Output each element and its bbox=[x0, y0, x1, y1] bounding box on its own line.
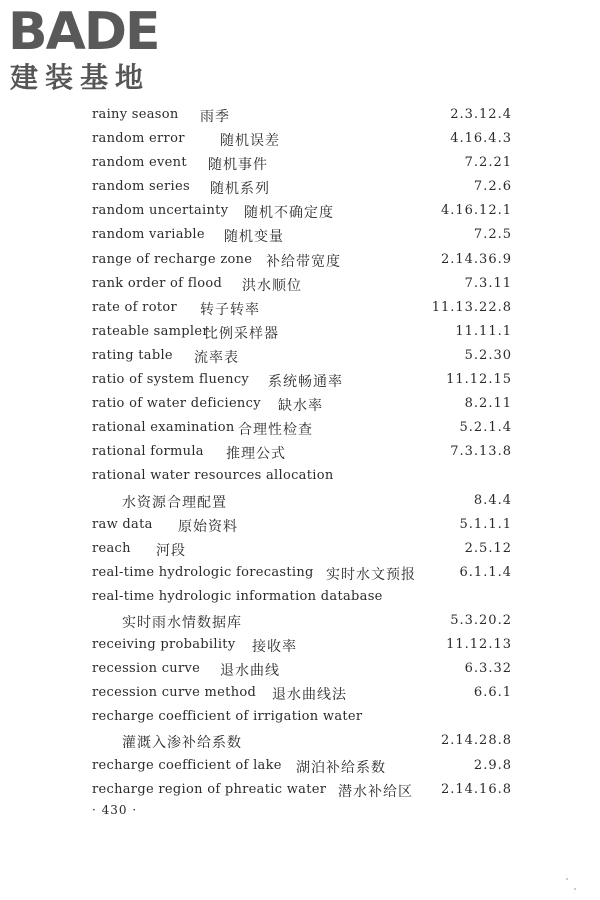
page-number: · 430 · bbox=[92, 803, 138, 817]
entry-english-term: receiving probability bbox=[92, 637, 236, 653]
entry-section-ref: 2.3.12.4 bbox=[450, 107, 512, 122]
entry-chinese-term: 系统畅通率 bbox=[268, 374, 343, 391]
glossary-entry bbox=[92, 465, 512, 489]
entry-section-ref: 11.12.15 bbox=[446, 372, 512, 388]
entry-chinese-term: 推理公式 bbox=[226, 446, 286, 463]
entry-section-ref: 2.9.8 bbox=[473, 757, 512, 773]
entry-chinese-term: 合理性检查 bbox=[238, 422, 313, 439]
entry-section-ref: 6.3.32 bbox=[464, 661, 512, 677]
entry-chinese-term: 退水曲线法 bbox=[272, 687, 347, 704]
entry-english-term: recession curve bbox=[92, 661, 201, 677]
logo-subtitle: 建装基地 bbox=[10, 61, 151, 94]
glossary-entry bbox=[92, 634, 512, 658]
glossary-entry bbox=[92, 128, 512, 152]
entry-chinese-term: 随机事件 bbox=[208, 157, 268, 174]
entry-english-term: recharge region of phreatic water bbox=[92, 781, 327, 797]
glossary-entry bbox=[92, 441, 512, 465]
entry-section-ref: 5.3.20.2 bbox=[450, 612, 512, 628]
entry-chinese-term: 退水曲线 bbox=[220, 663, 280, 680]
entry-english-term: real-time hydrologic information database bbox=[92, 588, 383, 604]
entry-chinese-term: 缺水率 bbox=[278, 398, 323, 415]
entry-section-ref: 2.5.12 bbox=[464, 540, 512, 556]
entry-section-ref: 5.2.30 bbox=[464, 347, 512, 363]
entry-english-term: rateable sampler bbox=[92, 323, 209, 339]
entry-section-ref: 11.11.1 bbox=[455, 323, 512, 339]
glossary-entry bbox=[92, 104, 512, 128]
glossary-entry bbox=[92, 706, 512, 730]
glossary-entry bbox=[92, 658, 512, 682]
entry-section-ref: 4.16.4.3 bbox=[450, 131, 512, 147]
entry-english-term: real-time hydrologic forecasting bbox=[92, 564, 314, 580]
entry-section-ref: 5.2.1.4 bbox=[459, 420, 512, 436]
entry-section-ref: 7.2.6 bbox=[473, 179, 512, 195]
entry-chinese-term: 洪水顺位 bbox=[242, 277, 302, 294]
entry-section-ref: 6.6.1 bbox=[473, 685, 512, 701]
entry-english-term: ratio of system fluency bbox=[92, 372, 250, 388]
entry-chinese-term: 随机误差 bbox=[220, 133, 280, 150]
entry-chinese-term: 随机系列 bbox=[210, 181, 270, 198]
entry-section-ref: 7.3.11 bbox=[464, 275, 512, 291]
entry-chinese-term: 比例采样器 bbox=[204, 325, 279, 342]
entry-chinese-term: 河段 bbox=[156, 542, 186, 559]
glossary-entry bbox=[92, 586, 512, 610]
entry-chinese-term: 接收率 bbox=[252, 639, 297, 656]
entry-english-term: ratio of water deficiency bbox=[92, 396, 261, 412]
entry-section-ref: 5.1.1.1 bbox=[459, 516, 512, 532]
entry-english-term: rating table bbox=[92, 347, 173, 363]
entry-english-term: rational formula bbox=[92, 444, 204, 460]
glossary-entry bbox=[92, 490, 512, 514]
glossary-entry bbox=[92, 610, 512, 634]
glossary-entry bbox=[92, 152, 512, 176]
entry-section-ref: 7.2.5 bbox=[473, 227, 512, 243]
entry-english-term: rational water resources allocation bbox=[92, 468, 334, 484]
entry-chinese-term: 随机变量 bbox=[224, 229, 284, 246]
entry-chinese-term: 转子转率 bbox=[200, 301, 260, 318]
glossary-entry bbox=[92, 321, 512, 345]
glossary-entry bbox=[92, 755, 512, 779]
entry-chinese-term: 随机不确定度 bbox=[244, 205, 334, 222]
entry-section-ref: 11.12.13 bbox=[446, 637, 512, 653]
logo-wordmark: BADE bbox=[8, 2, 159, 62]
glossary-entry bbox=[92, 297, 512, 321]
entry-chinese-term: 水资源合理配置 bbox=[122, 494, 227, 511]
entry-section-ref: 7.3.13.8 bbox=[450, 444, 512, 460]
glossary-entry bbox=[92, 176, 512, 200]
entry-section-ref: 8.4.4 bbox=[473, 492, 512, 508]
entry-english-term: recharge coefficient of lake bbox=[92, 757, 282, 773]
scan-speck bbox=[574, 888, 576, 890]
entry-section-ref: 4.16.12.1 bbox=[440, 203, 512, 219]
entry-chinese-term: 流率表 bbox=[194, 349, 239, 366]
entry-english-term: random uncertainty bbox=[92, 203, 229, 219]
entry-english-term: random variable bbox=[92, 227, 205, 243]
entry-chinese-term: 原始资料 bbox=[178, 518, 238, 535]
entry-chinese-term: 灌溉入渗补给系数 bbox=[122, 735, 242, 752]
entry-chinese-term: 补给带宽度 bbox=[266, 253, 341, 270]
entry-english-term: random error bbox=[92, 131, 185, 147]
entry-section-ref: 11.13.22.8 bbox=[431, 299, 512, 315]
glossary-entry bbox=[92, 730, 512, 754]
glossary-entry bbox=[92, 345, 512, 369]
entry-section-ref: 2.14.16.8 bbox=[440, 781, 512, 797]
entry-english-term: reach bbox=[92, 540, 131, 556]
entry-english-term: random series bbox=[92, 179, 190, 195]
entry-section-ref: 6.1.1.4 bbox=[459, 564, 512, 580]
entry-section-ref: 2.14.36.9 bbox=[440, 251, 512, 267]
entry-english-term: recharge coefficient of irrigation water bbox=[92, 709, 363, 725]
entry-english-term: rainy season bbox=[92, 107, 179, 122]
glossary-entry bbox=[92, 514, 512, 538]
glossary-entry bbox=[92, 393, 512, 417]
entry-section-ref: 8.2.11 bbox=[464, 396, 512, 412]
entry-english-term: random event bbox=[92, 155, 187, 171]
glossary-entry bbox=[92, 682, 512, 706]
glossary-entry bbox=[92, 417, 512, 441]
glossary-entry bbox=[92, 538, 512, 562]
entry-section-ref: 7.2.21 bbox=[464, 155, 512, 171]
glossary-entry bbox=[92, 779, 512, 803]
entry-english-term: rational examination bbox=[92, 420, 235, 436]
glossary-entry bbox=[92, 273, 512, 297]
glossary-entry bbox=[92, 562, 512, 586]
entry-chinese-term: 雨季 bbox=[200, 109, 230, 125]
entry-english-term: rate of rotor bbox=[92, 299, 177, 315]
entry-english-term: rank order of flood bbox=[92, 275, 223, 291]
glossary-entries bbox=[92, 104, 512, 803]
entry-english-term: raw data bbox=[92, 516, 153, 532]
entry-english-term: range of recharge zone bbox=[92, 251, 253, 267]
entry-chinese-term: 实时水文预报 bbox=[326, 566, 416, 583]
glossary-entry bbox=[92, 369, 512, 393]
entry-chinese-term: 湖泊补给系数 bbox=[296, 759, 386, 776]
entry-english-term: recession curve method bbox=[92, 685, 257, 701]
glossary-entry bbox=[92, 224, 512, 248]
logo bbox=[8, 4, 178, 96]
entry-section-ref: 2.14.28.8 bbox=[440, 733, 512, 749]
glossary-entry bbox=[92, 200, 512, 224]
scan-speck bbox=[566, 878, 568, 880]
entry-chinese-term: 潜水补给区 bbox=[338, 783, 413, 800]
entry-chinese-term: 实时雨水情数据库 bbox=[122, 614, 242, 631]
glossary-entry bbox=[92, 249, 512, 273]
